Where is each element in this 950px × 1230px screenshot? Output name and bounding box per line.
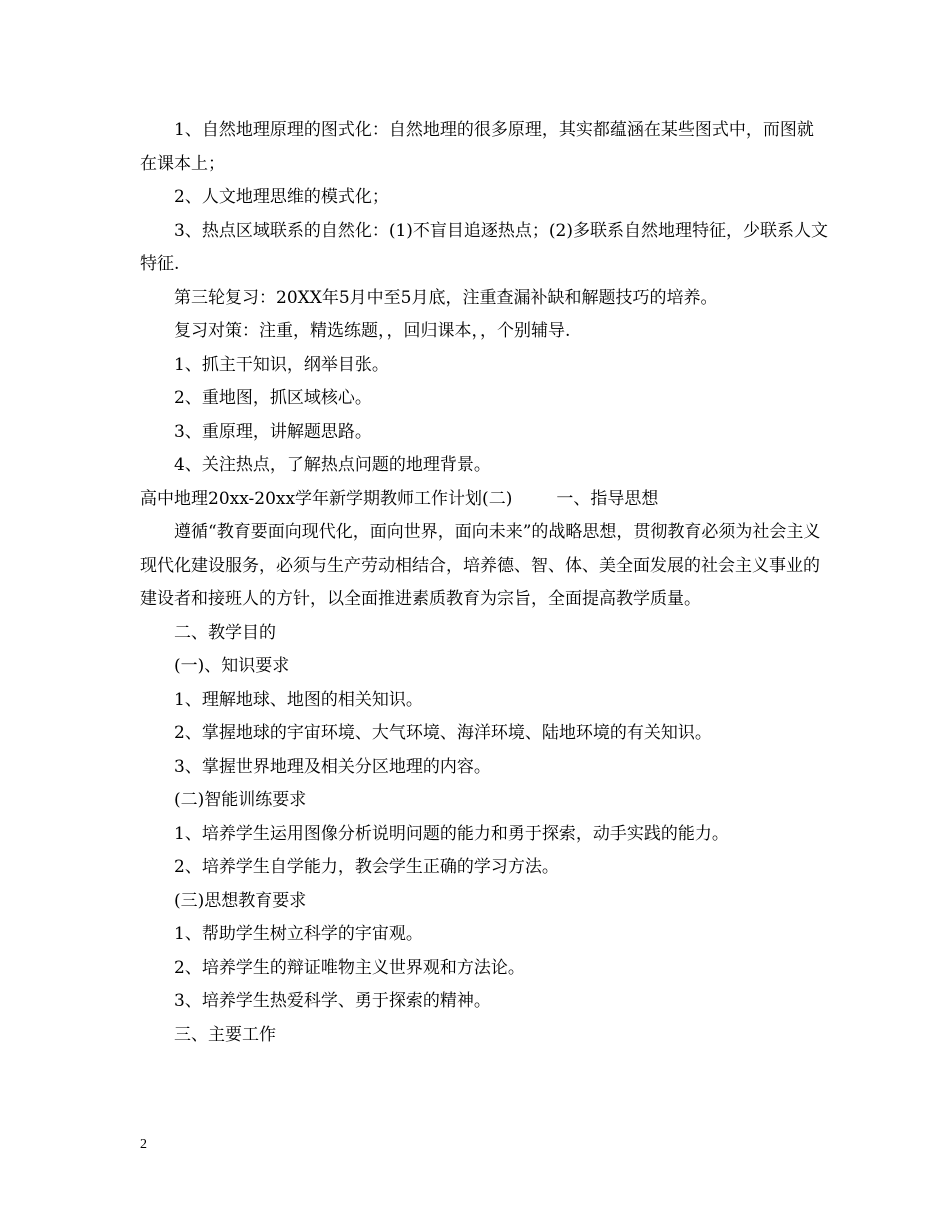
page-number: 2 xyxy=(140,1137,147,1152)
document-body xyxy=(140,114,830,1052)
subheading: (三)思想教育要求 xyxy=(174,890,307,911)
paragraph: 2、人文地理思维的模式化； xyxy=(174,187,389,207)
paragraph: 遵循“教育要面向现代化，面向世界，面向未来”的战略思想，贯彻教育必须为社会主义现代化建设服务，必须与生产劳动相结合，培养德、智、体、美全面发展的社会主义事业的建设者和接班人的方针，以全面推进素质教育为宗旨，全面提高教学质量。 xyxy=(140,522,821,609)
paragraph: 1、自然地理原理的图式化：自然地理的很多原理，其实都蕴涵在某些图式中，而图就在课本上； xyxy=(140,120,814,174)
section-title-line xyxy=(140,483,830,517)
section-title: 高中地理20xx-20xx学年新学期教师工作计划(二) xyxy=(140,488,513,509)
list-item: 3、培养学生热爱科学、勇于探索的精神。 xyxy=(174,991,491,1011)
subheading: (二)智能训练要求 xyxy=(174,790,307,810)
list-item: 2、培养学生的辩证唯物主义世界观和方法论。 xyxy=(174,957,525,978)
heading: 三、主要工作 xyxy=(174,1024,276,1045)
list-item: 3、掌握世界地理及相关分区地理的内容。 xyxy=(174,756,491,777)
list-item: 1、帮助学生树立科学的宇宙观。 xyxy=(174,924,423,944)
paragraph: 3、重原理，讲解题思路。 xyxy=(174,421,372,442)
list-item: 2、掌握地球的宇宙环境、大气环境、海洋环境、陆地环境的有关知识。 xyxy=(174,723,712,743)
paragraph: 第三轮复习：20XX年5月中至5月底，注重查漏补缺和解题技巧的培养。 xyxy=(174,287,718,308)
heading: 二、教学目的 xyxy=(174,622,276,643)
paragraph: 2、重地图，抓区域核心。 xyxy=(174,388,372,408)
list-item: 1、理解地球、地图的相关知识。 xyxy=(174,689,423,710)
paragraph: 1、抓主干知识，纲举目张。 xyxy=(174,354,389,375)
list-item: 2、培养学生自学能力，教会学生正确的学习方法。 xyxy=(174,857,559,877)
list-item: 1、培养学生运用图像分析说明问题的能力和勇于探索，动手实践的能力。 xyxy=(174,823,729,844)
paragraph: 复习对策：注重，精选练题，，回归课本，，个别辅导. xyxy=(174,321,571,341)
subheading: (一)、知识要求 xyxy=(174,656,290,676)
paragraph: 4、关注热点，了解热点问题的地理背景。 xyxy=(174,455,491,475)
section-heading: 一、指导思想 xyxy=(556,488,659,509)
paragraph: 3、热点区域联系的自然化：(1)不盲目追逐热点；(2)多联系自然地理特征，少联系人文特征. xyxy=(140,220,828,274)
